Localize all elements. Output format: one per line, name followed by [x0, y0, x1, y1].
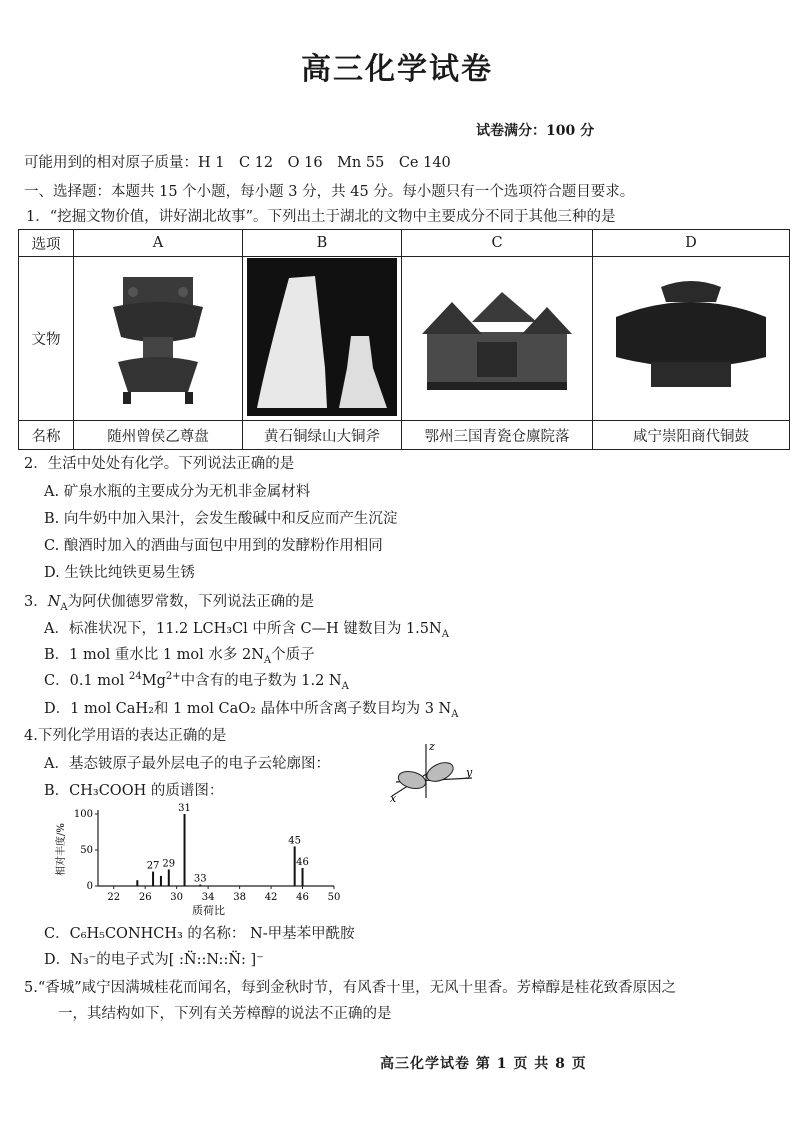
q3-option-b-sub: A: [263, 654, 272, 666]
bronze-drum-image: [606, 277, 776, 397]
q3-option-c-tail: 中含有的电子数为 1.2 N: [180, 673, 342, 689]
section-heading: 一、选择题：本题共 15 个小题，每小题 3 分，共 45 分。每小题只有一个选项符合题目要求。: [24, 184, 635, 200]
zunpan-image: [103, 267, 213, 407]
artifact-a-name: 随州曾侯乙尊盘: [74, 421, 243, 450]
x-tick-label: 22: [107, 892, 121, 903]
q3-option-d-text: D．1 mol CaH₂和 1 mol CaO₂ 晶体中所含离子数目均为 3 N: [44, 701, 452, 717]
bronze-axe-image: [247, 258, 397, 416]
q4-stem: 4.下列化学用语的表达正确的是: [24, 728, 227, 744]
q3-option-a-text: A．标准状况下，11.2 LCH₃Cl 中所含 C—H 键数目为 1.5N: [44, 621, 442, 637]
y-axis-label: 相对丰度/%: [56, 823, 67, 876]
q3-option-c-sup: 24: [129, 671, 142, 683]
q4-option-d: D．N₃⁻的电子式为[ :N̈::N::N̈: ]⁻: [44, 952, 264, 968]
x-tick-label: 26: [138, 892, 152, 903]
q3-option-c: [44, 669, 349, 692]
col-d-option: D: [593, 230, 790, 257]
q2-option-c: C. 酿酒时加入的酒曲与面包中用到的发酵粉作用相同: [44, 538, 383, 554]
q3-option-b-tail: 个质子: [271, 647, 315, 663]
q3-option-a: [44, 617, 449, 640]
peak-label: 31: [178, 803, 191, 814]
page-title: 高三化学试卷: [301, 52, 493, 87]
q3-option-c-mid: Mg: [141, 673, 166, 689]
col-c-option: C: [402, 230, 593, 257]
q3-na-sub: A: [60, 601, 68, 613]
row-label-artifact: 文物: [19, 257, 74, 421]
y-tick-label: 0: [86, 881, 93, 892]
orbital-diagram: [386, 738, 478, 804]
q3-stem: [24, 590, 314, 613]
q5-line1: 5.“香城”咸宁因满城桂花而闻名，每到金秋时节，有风香十里，无风十里香。芳樟醇是桂花致香原因之: [24, 980, 677, 996]
q3-option-c-sup2: 2+: [165, 671, 181, 683]
x-tick-label: 38: [233, 892, 246, 903]
axis-x: x: [390, 792, 397, 804]
q3-option-d-sub: A: [451, 708, 459, 720]
artifact-b-name: 黄石铜绿山大铜斧: [243, 421, 402, 450]
q2-option-b: B. 向牛奶中加入果汁，会发生酸碱中和反应而产生沉淀: [44, 511, 398, 527]
q3-na: N: [47, 594, 61, 610]
col-b-option: B: [243, 230, 402, 257]
x-axis-label: 质荷比: [192, 904, 225, 917]
q1-stem: 1．“挖掘文物价值，讲好湖北故事”。下列出土于湖北的文物中主要成分不同于其他三种的是: [26, 209, 616, 225]
peak-label: 33: [193, 873, 207, 885]
q3-option-a-sub: A: [441, 628, 449, 640]
peak-label: 29: [162, 858, 176, 870]
q3-number: 3．: [24, 594, 48, 610]
artifact-a-image: [74, 257, 243, 421]
artifact-c-name: 鄂州三国青瓷仓廪院落: [402, 421, 593, 450]
y-tick-label: 50: [80, 845, 93, 856]
q4-option-a: A．基态铍原子最外层电子的电子云轮廓图：: [44, 756, 330, 772]
row-label-name: 名称: [19, 421, 74, 450]
x-tick-label: 42: [264, 892, 278, 903]
artifact-c-image: [402, 257, 593, 421]
q3-option-d: [44, 697, 458, 720]
artifact-d-image: [593, 257, 790, 421]
x-tick-label: 30: [170, 892, 184, 903]
q3-option-c-pre: C．0.1 mol: [44, 673, 129, 689]
y-tick-label: 100: [73, 809, 93, 820]
col-a-option: A: [74, 230, 243, 257]
axis-y: y: [466, 766, 473, 779]
artifact-b-image: [243, 257, 402, 421]
mass-spectrum-chart: [54, 800, 354, 918]
celadon-courtyard-image: [412, 272, 582, 402]
q5-line2: 一，其结构如下，下列有关芳樟醇的说法不正确的是: [58, 1006, 392, 1022]
peak-label: 45: [288, 835, 302, 847]
atomic-masses: 可能用到的相对原子质量：H 1 C 12 O 16 Mn 55 Ce 140: [24, 155, 451, 171]
peak-label: 27: [146, 860, 160, 872]
q1-table: [18, 229, 790, 450]
q3-option-b: [44, 643, 315, 666]
x-tick-label: 50: [327, 892, 341, 903]
x-tick-label: 34: [201, 892, 215, 903]
row-label-option: 选项: [19, 230, 74, 257]
q4-option-c: C．C₆H₅CONHCH₃ 的名称： N-甲基苯甲酰胺: [44, 926, 355, 942]
q3-stem-rest: 为阿伏伽德罗常数，下列说法正确的是: [67, 594, 315, 610]
x-tick-label: 46: [296, 892, 309, 903]
q4-option-b: B．CH₃COOH 的质谱图：: [44, 783, 224, 799]
axis-z: z: [429, 740, 435, 753]
q2-option-a: A. 矿泉水瓶的主要成分为无机非金属材料: [44, 484, 311, 500]
q2-stem: 2．生活中处处有化学。下列说法正确的是: [24, 456, 295, 472]
q2-option-d: D. 生铁比纯铁更易生锈: [44, 565, 195, 581]
peak-label: 46: [296, 857, 309, 868]
full-score: 试卷满分：100 分: [476, 123, 595, 139]
page-footer: 高三化学试卷 第 1 页 共 8 页: [380, 1056, 587, 1072]
q3-option-c-sub: A: [341, 680, 349, 692]
artifact-d-name: 咸宁崇阳商代铜鼓: [593, 421, 790, 450]
q3-option-b-text: B．1 mol 重水比 1 mol 水多 2N: [44, 647, 264, 663]
